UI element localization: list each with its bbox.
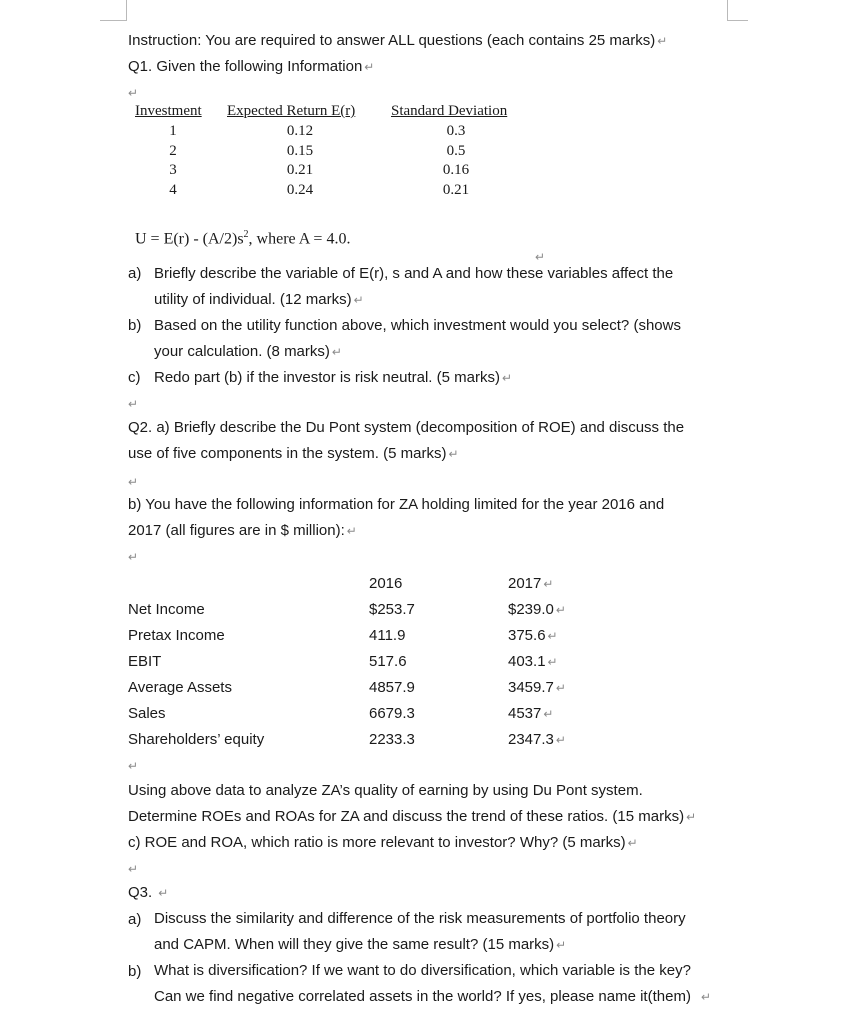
fin-row-label: Net Income [128,601,205,618]
fin-cell: 3459.7 ↵ [508,679,566,696]
fin-year-2017: 2017 ↵ [508,575,554,592]
table-cell: 0.3 [446,123,466,139]
utility-formula: $U = E(r) - (A/2)s^2$, where A = 4.0. [135,229,351,248]
paragraph-mark: ↵ [128,475,139,489]
q2-part-b: b) You have the following information for ZA holding limited for the year 2016 and 2017 (all figures are in $ million): ↵ [128,496,665,539]
paragraph-mark: ↵ [535,250,546,264]
table-header-expected-return: Expected Return E(r) [227,103,356,119]
investment-table [135,102,535,202]
q2-part-a: Q2. a) Briefly describe the Du Pont system (decomposition of ROE) and discuss the use of five components in the system. (5 marks) ↵ [128,419,685,462]
fin-cell: 403.1 ↵ [508,653,558,670]
q1-part-a: Briefly describe the variable of E(r), s and A and how these variables affect the utility of individual. (12 marks) ↵ [154,265,674,308]
q1-part-b-label: b) [128,317,142,334]
q1-title: Q1. Given the following Information ↵ [128,58,375,75]
fin-row-label: EBIT [128,653,162,670]
fin-cell: $239.0 ↵ [508,601,566,618]
fin-row-label: Average Assets [128,679,232,696]
fin-cell: 517.6 [369,653,407,670]
table-cell: 1 [169,123,177,139]
fin-cell: 6679.3 [369,705,415,722]
crop-mark-left [100,0,127,21]
q2-task: Using above data to analyze ZA’s quality of earning by using Du Pont system. Determine ROEs and ROAs for ZA and discuss the trend of these ratios. (15 marks) ↵ c) ROE and ROA, which ratio is more relevant to investor? Why? (5 marks) ↵ [128,782,697,851]
fin-cell: $253.7 [369,601,415,618]
fin-year-2016: 2016 [369,575,403,592]
table-cell: 0.15 [286,142,314,159]
q1-part-c-label: c) [128,369,141,386]
q1-part-a-label: a) [128,265,142,282]
fin-cell: 4537 ↵ [508,705,554,722]
table-cell: 4 [169,181,177,198]
paragraph-mark: ↵ [128,550,139,564]
paragraph-mark: ↵ [128,397,139,411]
q3-part-b-label: b) [128,963,142,980]
fin-cell: 2347.3 ↵ [508,731,566,748]
q3-part-a-label: a) [128,911,142,928]
table-cell: 2 [169,142,177,159]
q1-part-c: Redo part (b) if the investor is risk neutral. (5 marks) ↵ [154,369,513,386]
table-cell: 3 [169,162,177,178]
crop-mark-right [727,0,748,21]
table-header-std-dev: Standard Deviation [391,103,508,119]
table-header-investment: Investment [135,103,202,119]
instruction-line: Instruction: You are required to answer ALL questions (each contains 25 marks) ↵ [128,32,668,49]
fin-row-label: Shareholders’ equity [128,731,265,748]
paragraph-mark: ↵ [128,862,139,876]
q3-part-a: Discuss the similarity and difference of the risk measurements of portfolio theory and CAPM. When will they give the same result? (15 marks) ↵ [154,910,686,953]
fin-cell: 411.9 [369,627,406,644]
paragraph-mark: ↵ [128,86,139,100]
fin-cell: 2233.3 [369,731,415,748]
q3-part-b: What is diversification? If we want to do diversification, which variable is the key? Can we find negative correlated assets in the world? If yes, please name it(them) ↵ [154,962,712,1005]
fin-cell: 4857.9 [369,679,415,696]
table-cell: 0.21 [442,181,470,198]
q3-title: Q3. ↵ [128,884,169,901]
q1-part-b: Based on the utility function above, which investment would you select? (shows your calculation. (8 marks) ↵ [154,317,681,360]
table-cell: 0.21 [286,162,314,178]
table-cell: 0.16 [442,162,470,178]
table-cell: 0.5 [446,142,466,159]
table-cell: 0.24 [286,181,314,198]
paragraph-mark: ↵ [128,759,139,773]
fin-row-label: Sales [128,705,166,722]
fin-cell: 375.6 ↵ [508,627,558,644]
fin-row-label: Pretax Income [128,627,225,644]
table-cell: 0.12 [286,123,314,139]
